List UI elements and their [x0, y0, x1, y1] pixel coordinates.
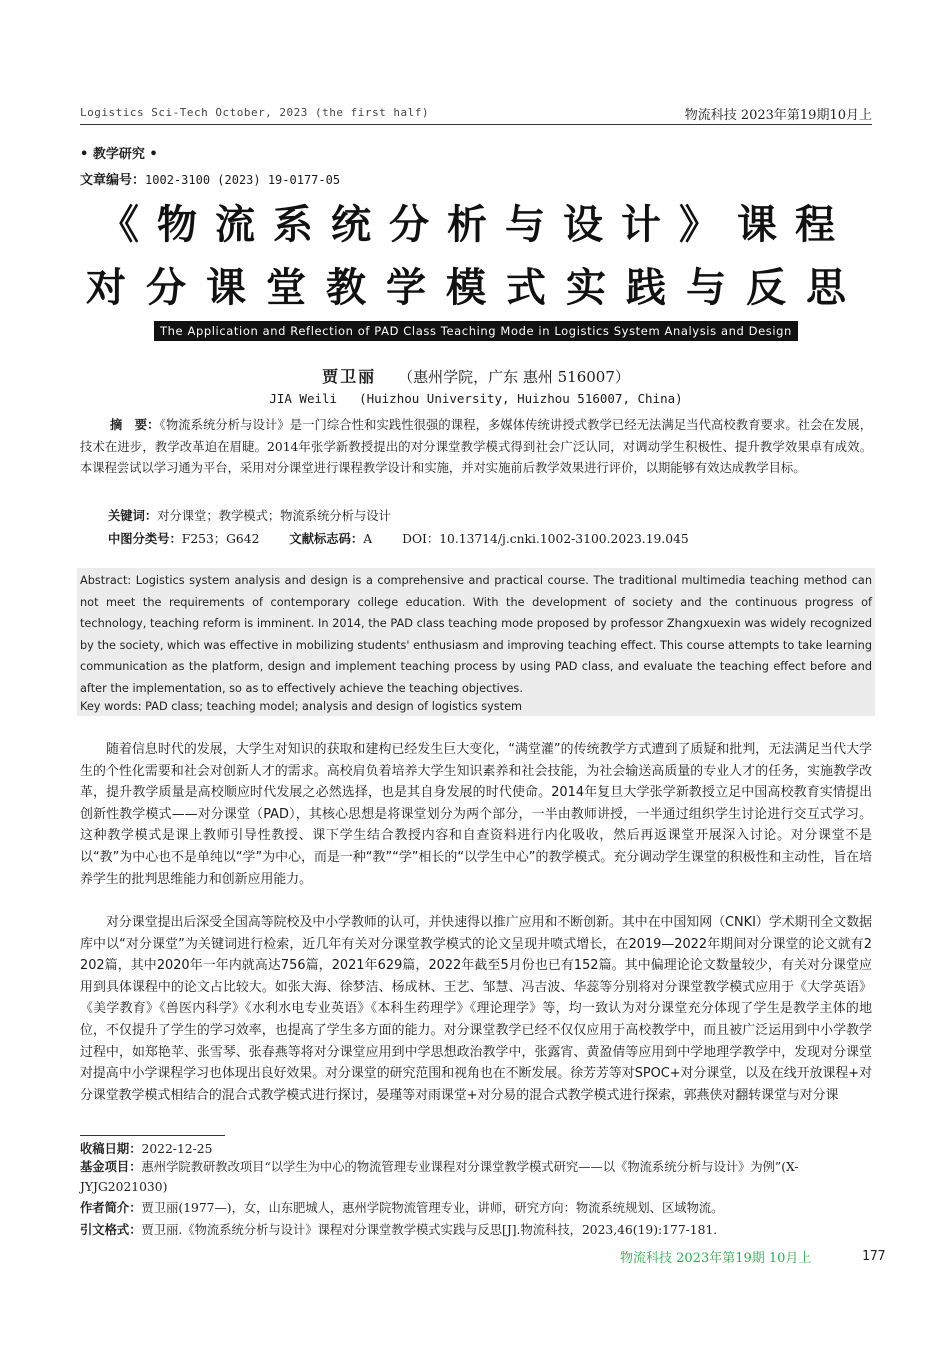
keywords-en: Key words: PAD class; teaching model; analysis and design of logistics system [80, 700, 523, 713]
article-number-label: 文章编号： [80, 173, 146, 188]
footnote-citation [80, 1220, 872, 1240]
doi-label: DOI： [402, 532, 440, 546]
clc-label: 中图分类号： [108, 532, 182, 546]
running-header-cn: 物流科技 2023年第19期10月上 [684, 108, 872, 123]
english-title-wrap [80, 320, 872, 341]
keywords-cn-label: 关键词： [108, 509, 158, 523]
author-affiliation-en: (Huizhou University, Huizhou 516007, China) [359, 391, 683, 406]
keywords-cn-text: 对分课堂；教学模式；物流系统分析与设计 [157, 509, 391, 523]
author-en [80, 391, 872, 406]
page-number: 177 [862, 1249, 886, 1264]
author-bio-label: 作者简介： [80, 1201, 142, 1215]
title-line-1: 《物流系统分析与设计》课程 [99, 202, 853, 248]
footnote-author [80, 1198, 872, 1218]
running-header-en: Logistics Sci-Tech October, 2023 (the first half) [80, 106, 430, 119]
footer-journal: 物流科技 2023年第19期 10月上 [620, 1251, 812, 1266]
author-cn [80, 364, 872, 387]
received-label: 收稿日期： [80, 1142, 142, 1156]
classification-line [108, 529, 689, 547]
article-number [80, 169, 340, 188]
body-paragraph-1: 随着信息时代的发展，大学生对知识的获取和建构已经发生巨大变化，“满堂灌”的传统教学方式遭到了质疑和批判，无法满足当代大学生的个性化需要和社会对创新人才的需求。高校肩负着培养大学生知识素养和社会技能，为社会输送高质量的专业人才的任务，实施教学改革，提升教学质量是高校顺应时代发展之必然选择，也是其自身发展的时代使命。2014年复旦大学张学新教授立足中国高校教育实情提出创新性教学模式——对分课堂（PAD），其核心思想是将课堂划分为两个部分，一半由教师讲授，一半通过组织学生讨论进行交互式学习。这种教学模式是课上教师引导性教授、课下学生结合教授内容和自查资料进行内化吸收，然后再返课堂开展深入讨论。对分课堂不是以“教”为中心也不是单纯以“学”为中心，而是一种“教”“学”相长的“以学生中心”的教学模式。充分调动学生课堂的积极性和主动性，旨在培养学生的批判思维能力和创新应用能力。 [80, 742, 872, 887]
english-title: The Application and Reflection of PAD Class Teaching Mode in Logistics System Analysis and Design [154, 321, 798, 341]
clc-value: F253；G642 [181, 532, 260, 546]
citation-label: 引文格式： [80, 1223, 142, 1237]
fund-text: 惠州学院教研教改项目“以学生为中心的物流管理专业课程对分课堂教学模式研究——以《物流系统分析与设计》为例”(X-JYJG2021030) [80, 1160, 799, 1194]
title-line-2: 对分课堂教学模式实践与反思 [86, 265, 866, 311]
author-name-cn: 贾卫丽 [322, 367, 377, 386]
abstract-cn [80, 415, 872, 480]
footnote-fund [80, 1157, 872, 1197]
header-rule [80, 124, 872, 125]
doc-code-label: 文献标志码： [289, 532, 364, 546]
keywords-cn [108, 506, 391, 524]
column-label: • 教学研究 • [80, 147, 158, 162]
citation-text: 贾卫丽.《物流系统分析与设计》课程对分课堂教学模式实践与反思[J].物流科技，2023,46(19):177-181. [141, 1223, 718, 1237]
article-number-value: 1002-3100 (2023) 19-0177-05 [145, 173, 341, 187]
doi-value: 10.13714/j.cnki.1002-3100.2023.19.045 [439, 532, 689, 546]
abstract-cn-label: 摘 要： [110, 418, 160, 432]
body-paragraph-2: 对分课堂提出后深受全国高等院校及中小学教师的认可，并快速得以推广应用和不断创新。其中在中国知网（CNKI）学术期刊全文数据库中以“对分课堂”为关键词进行检索，近几年有关对分课堂教学模式的论文呈现井喷式增长，在2019—2022年期间对分课堂的论文就有2 202篇，其中2020年一年内就高达756篇，2021年629篇，2022年截至5月份也已有152篇。其中偏理论论文数量较少，有关对分课堂应用到具体课程中的论文占比较大。如张大海、徐梦洁、杨成林、王艺、邹慧、冯吉波、华蕊等分别将对分课堂教学模式应用于《大学英语》《美学教育》《兽医内科学》《水利水电专业英语》《本科生药理学》《理论理学》等，均一致认为对分课堂充分体现了学生是教学主体的地位，不仅提升了学生的学习效率，也提高了学生多方面的能力。对分课堂教学已经不仅仅应用于高校教学中，而且被广泛运用到中小学教学过程中，如郑艳苹、张雪琴、张春燕等将对分课堂应用到中学思想政治教学中，张露宵、黄盈倩等应用到中学地理学教学中，发现对分课堂对提高中小学课程学习也体现出良好效果。对分课堂的研究范围和视角也在不断发展。徐芳芳等对SPOC+对分课堂，以及在线开放课程+对分课堂教学模式相结合的混合式教学模式进行探讨，晏瑾等对雨课堂+对分易的混合式教学模式进行探索，郭燕侠对翻转课堂与对分课 [80, 915, 872, 1103]
abstract-en: Abstract: Logistics system analysis and design is a comprehensive and practical course. The traditional multimedia teaching method can not meet the requirements of contemporary college education. With the development of society and the continuous progress of technology, teaching reform is imminent. In 2014, the PAD class teaching mode proposed by professor Zhangxuexin was widely recognized by the society, which was effective in mobilizing students' enthusiasm and improving teaching effect. This course attempts to take learning communication as the platform, design and implement teaching process by using PAD class, and evaluate the teaching effect before and after the implementation, so as to effectively achieve the teaching objectives. [80, 574, 872, 695]
footnote-received [80, 1139, 872, 1159]
author-affiliation-cn: （惠州学院，广东 惠州 516007） [398, 368, 630, 386]
doc-code-value: A [363, 532, 373, 546]
abstract-cn-text: 《物流系统分析与设计》是一门综合性和实践性很强的课程，多媒体传统讲授式教学已经无法满足当代高校教育要求。社会在发展，技术在进步，教学改革迫在眉睫。2014年张学新教授提出的对分课堂教学模式得到社会广泛认同，对调动学生积极性、提升教学效果卓有成效。本课程尝试以学习通为平台，采用对分课堂进行课程教学设计和实施，并对实施前后教学效果进行评价，以期能够有效达成教学目标。 [80, 418, 872, 475]
author-bio-text: 贾卫丽(1977—)，女，山东肥城人，惠州学院物流管理专业，讲师，研究方向：物流系统规划、区域物流。 [141, 1201, 724, 1215]
received-date: 2022-12-25 [141, 1142, 213, 1156]
author-name-en: JIA Weili [269, 391, 338, 406]
footnote-rule [80, 1135, 225, 1136]
fund-label: 基金项目： [80, 1160, 142, 1174]
